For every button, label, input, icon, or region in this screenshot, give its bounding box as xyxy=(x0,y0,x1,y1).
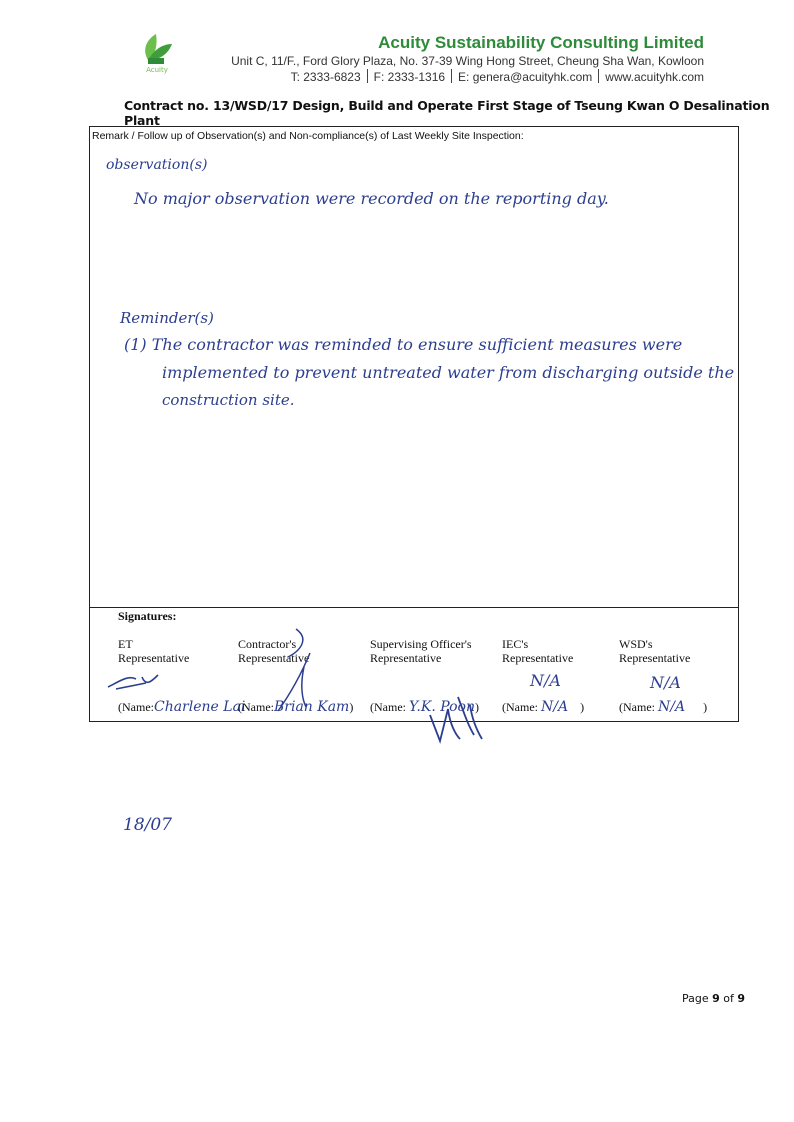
et-signature-mark xyxy=(106,667,166,691)
page-middle: of xyxy=(719,992,738,1005)
page-prefix: Page xyxy=(682,992,713,1005)
logo-text: Acuity xyxy=(146,66,168,74)
contract-title: Contract no. 13/WSD/17 Design, Build and Operate First Stage of Tseung Kwan O Desalination Plant xyxy=(124,98,770,128)
separator xyxy=(367,69,368,83)
wsd-name-value: N/A xyxy=(657,699,686,715)
et-role-line2: Representative xyxy=(118,651,190,665)
et-name-value: Charlene Lai xyxy=(153,699,246,715)
wsd-name-label: (Name: xyxy=(619,700,655,714)
iec-name-value: N/A xyxy=(540,699,569,715)
et-role-line1: ET xyxy=(118,637,133,651)
separator xyxy=(598,69,599,83)
reminder-heading: Reminder(s) xyxy=(120,309,214,327)
company-address: Unit C, 11/F., Ford Glory Plaza, No. 37-39 Wing Hong Street, Cheung Sha Wan, Kowloon xyxy=(231,54,704,68)
so-role xyxy=(370,637,472,665)
wsd-role-line2: Representative xyxy=(619,651,691,665)
so-role-line1: Supervising Officer's xyxy=(370,637,472,651)
contractor-name-value: Brian Kam xyxy=(273,699,350,715)
iec-role xyxy=(502,637,573,665)
wsd-name xyxy=(619,699,707,715)
contractor-name-label: (Name: xyxy=(238,700,274,714)
wsd-role xyxy=(619,637,690,665)
reminder-line-1: (1) The contractor was reminded to ensure sufficient measures were xyxy=(124,335,683,354)
wsd-signature-text: N/A xyxy=(650,673,681,692)
iec-role-line1: IEC's xyxy=(502,637,529,651)
so-role-line2: Representative xyxy=(370,651,442,665)
inspection-remark-box xyxy=(89,126,739,722)
et-name xyxy=(118,699,245,715)
page-total: 9 xyxy=(737,992,746,1005)
wsd-name-close: ) xyxy=(703,700,708,714)
observation-heading: observation(s) xyxy=(106,157,208,173)
contractor-role-line2: Representative xyxy=(238,651,310,665)
page-number xyxy=(682,992,745,1005)
so-name xyxy=(370,699,479,715)
handwritten-date: 18/07 xyxy=(123,815,172,835)
et-name-label: (Name: xyxy=(118,700,154,714)
iec-role-line2: Representative xyxy=(502,651,574,665)
company-name: Acuity Sustainability Consulting Limited xyxy=(378,33,704,52)
signatures-title: Signatures: xyxy=(118,609,177,623)
et-role xyxy=(118,637,189,665)
company-contacts xyxy=(291,69,704,84)
contractor-name xyxy=(238,699,353,715)
contractor-role-line1: Contractor's xyxy=(238,637,297,651)
email[interactable]: E: genera@acuityhk.com xyxy=(458,70,593,84)
so-name-close: ) xyxy=(474,700,479,714)
reminder-line-3: construction site. xyxy=(162,391,295,409)
so-name-label: (Name: xyxy=(370,700,406,714)
signature-divider xyxy=(90,607,738,608)
contractor-name-close: ) xyxy=(349,700,354,714)
website[interactable]: www.acuityhk.com xyxy=(605,70,704,84)
iec-name-label: (Name: xyxy=(502,700,538,714)
iec-name-close: ) xyxy=(580,700,585,714)
telephone: T: 2333-6823 xyxy=(290,70,361,84)
company-logo-icon xyxy=(128,30,184,82)
remark-label: Remark / Follow up of Observation(s) and Non-compliance(s) of Last Weekly Site Inspection: xyxy=(92,130,524,142)
so-name-value: Y.K. Poon xyxy=(408,699,475,715)
reminder-line-2: implemented to prevent untreated water from discharging outside the xyxy=(162,363,735,382)
iec-signature-text: N/A xyxy=(530,671,561,690)
fax: F: 2333-1316 xyxy=(373,70,446,84)
iec-name xyxy=(502,699,584,715)
page-current: 9 xyxy=(712,992,720,1005)
separator xyxy=(451,69,452,83)
wsd-role-line1: WSD's xyxy=(619,637,653,651)
observation-text: No major observation were recorded on the reporting day. xyxy=(134,189,609,208)
